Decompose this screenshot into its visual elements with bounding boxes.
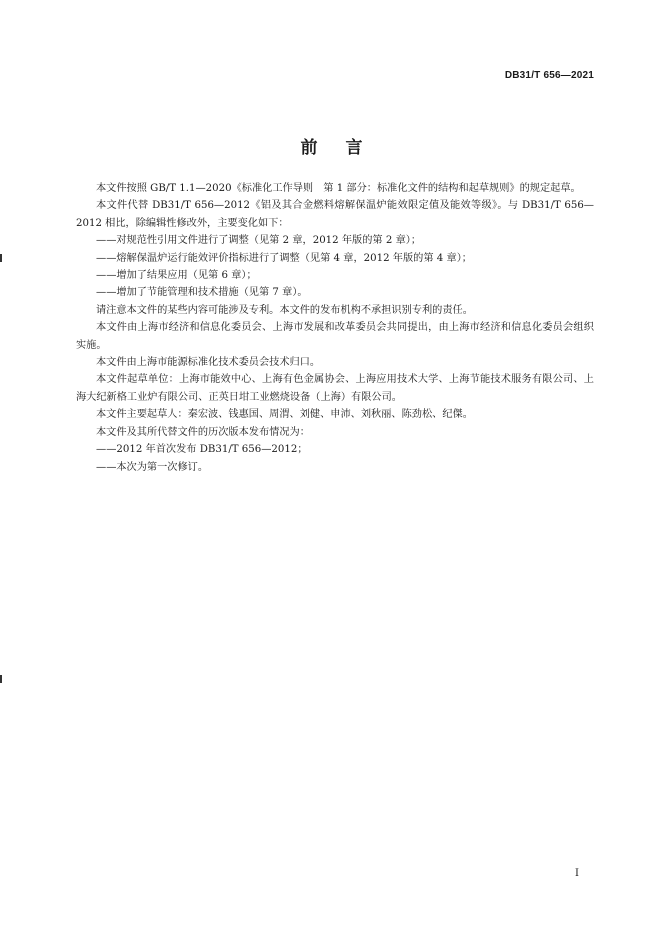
binding-mark bbox=[0, 254, 2, 262]
version-item: ——2012 年首次发布 DB31/T 656—2012； bbox=[96, 444, 308, 456]
binding-mark bbox=[0, 675, 2, 683]
page-title: 前言 bbox=[300, 138, 391, 158]
paragraph-proposer: 本文件由上海市经济和信息化委员会、上海市发展和改革委员会共同提出，由上海市经济和信息化委员会组织实施。 bbox=[76, 322, 594, 351]
version-item: ——本次为第一次修订。 bbox=[96, 461, 209, 473]
paragraph-replacement: 本文件代替 DB31/T 656—2012《铝及其合金燃料熔解保温炉能效限定值及能效等级》。与 DB31/T 656—2012 相比，除编辑性修改外，主要变化如下： bbox=[76, 200, 594, 229]
foreword-body bbox=[76, 180, 594, 476]
paragraph-drafting-organizations: 本文件起草单位：上海市能效中心、上海有色金属协会、上海应用技术大学、上海节能技术服务有限公司、上海大纪新格工业炉有限公司、正英日坩工业燃烧设备（上海）有限公司。 bbox=[76, 374, 594, 403]
change-item: ——增加了节能管理和技术措施（见第 7 章）。 bbox=[96, 287, 308, 299]
change-item: ——熔解保温炉运行能效评价指标进行了调整（见第 4 章，2012 年版的第 4 章）； bbox=[96, 252, 472, 264]
change-item: ——增加了结果应用（见第 6 章）； bbox=[96, 270, 257, 282]
change-item: ——对规范性引用文件进行了调整（见第 2 章，2012 年版的第 2 章）； bbox=[96, 235, 422, 247]
paragraph-technical-committee: 本文件由上海市能源标准化技术委员会技术归口。 bbox=[96, 357, 321, 369]
paragraph-drafters: 本文件主要起草人：秦宏波、钱惠国、周渭、刘健、申沛、刘秋丽、陈劲松、纪傑。 bbox=[96, 409, 473, 421]
paragraph-version-history: 本文件及其所代替文件的历次版本发布情况为： bbox=[96, 426, 310, 438]
paragraph-drafting-basis: 本文件按照 GB/T 1.1—2020《标准化工作导则 第 1 部分：标准化文件的结构和起草规则》的规定起草。 bbox=[96, 183, 581, 194]
page-number: I bbox=[575, 868, 579, 879]
document-code: DB31/T 656—2021 bbox=[504, 70, 594, 81]
paragraph-patent-notice: 请注意本文件的某些内容可能涉及专利。本文件的发布机构不承担识别专利的责任。 bbox=[96, 304, 473, 316]
